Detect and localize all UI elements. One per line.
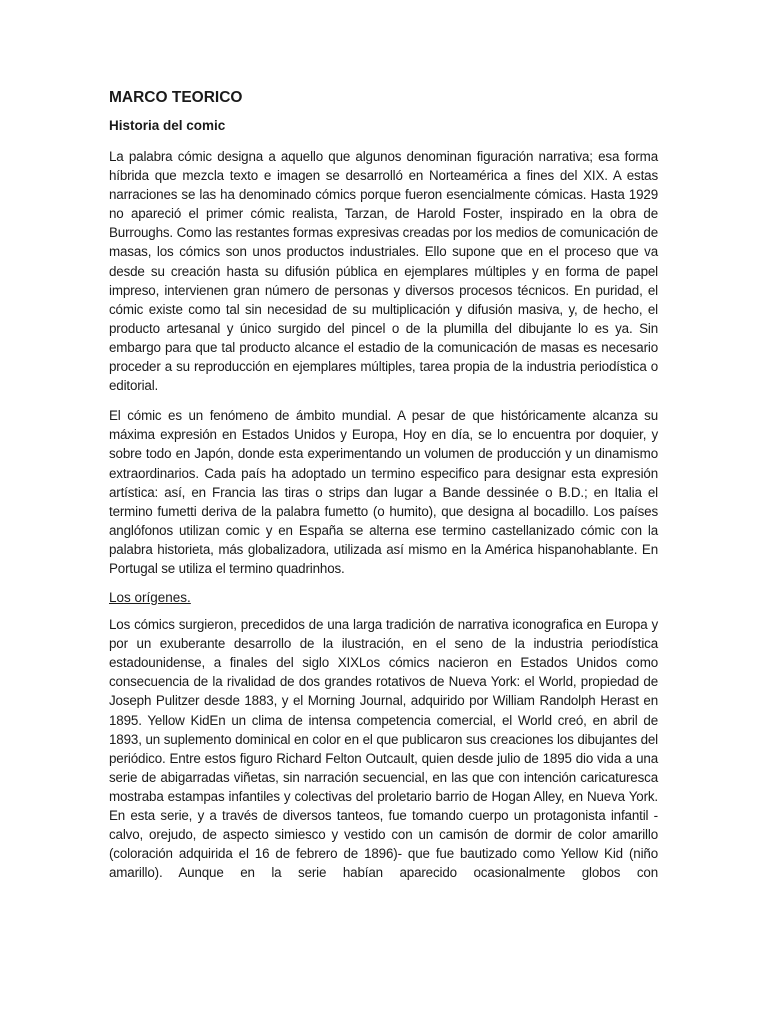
section-heading-origenes: Los orígenes. [109,590,191,606]
document-title: MARCO TEORICO [109,89,243,106]
document-page [109,88,658,893]
section-heading-historia: Historia del comic [109,118,226,133]
paragraph-3: Los cómics surgieron, precedidos de una larga tradición de narrativa iconografica en Europa y por un exuberante desarrollo de la ilustración, en el seno de la industria periodística estadounidense, a finales del siglo XIXLos cómics nacieron en Estados Unidos como consecuencia de la rivalidad de dos grandes rotativos de Nueva York: el World, propiedad de Joseph Pulitzer desde 1883, y el Morning Journal, adquirido por William Randolph Herast en 1895. Yellow KidEn un clima de intensa competencia comercial, el World creó, en abril de 1893, un suplemento dominical en color en el que publicaron sus creaciones los dibujantes del periódico. Entre estos figuro Richard Felton Outcault, quien desde julio de 1895 dio vida a una serie de abigarradas viñetas, sin narración secuencial, en las que con intención caricaturesca mostraba estampas infantiles y colectivas del proletario barrio de Hogan Alley, en Nueva York. En esta serie, y a través de diversos tanteos, fue tomando cuerpo un protagonista infantil -calvo, orejudo, de aspecto simiesco y vestido con un camisón de dormir de color amarillo (coloración adquirida el 16 de febrero de 1896)- que fue bautizado como Yellow Kid (niño amarillo). Aunque en la serie habían aparecido ocasionalmente globos con [109,617,658,881]
paragraph-1: La palabra cómic designa a aquello que algunos denominan figuración narrativa; esa forma híbrida que mezcla texto e imagen se desarrolló en Norteamérica a fines del XIX. A estas narraciones se las ha denominado cómics porque fueron esencialmente cómicas. Hasta 1929 no apareció el primer cómic realista, Tarzan, de Harold Foster, inspirado en la obra de Burroughs. Como las restantes formas expresivas creadas por los medios de comunicación de masas, los cómics son unos productos industriales. Ello supone que en el proceso que va desde su creación hasta su difusión pública en ejemplares múltiples y en forma de papel impreso, intervienen gran número de personas y diversos procesos técnicos. En puridad, el cómic existe como tal sin necesidad de su multiplicación y difusión masiva, y, de hecho, el producto artesanal y único surgido del pincel o de la plumilla del dibujante lo es ya. Sin embargo para que tal producto alcance el estadio de la comunicación de masas es necesario proceder a su reproducción en ejemplares múltiples, tarea propia de la industria periodística o editorial. [109,149,658,394]
paragraph-2: El cómic es un fenómeno de ámbito mundial. A pesar de que históricamente alcanza su máxima expresión en Estados Unidos y Europa, Hoy en día, se lo encuentra por doquier, y sobre todo en Japón, donde esta experimentando un volumen de producción y un dinamismo extraordinarios. Cada país ha adoptado un termino especifico para designar esta expresión artística: así, en Francia las tiras o strips dan lugar a Bande dessinée o B.D.; en Italia el termino fumetti deriva de la palabra fumetto (o humito), que designa al bocadillo. Los países anglófonos utilizan comic y en España se alterna ese termino castellanizado cómic con la palabra historieta, más globalizadora, utilizada así mismo en la América hispanohablante. En Portugal se utiliza el termino quadrinhos. [109,408,658,576]
